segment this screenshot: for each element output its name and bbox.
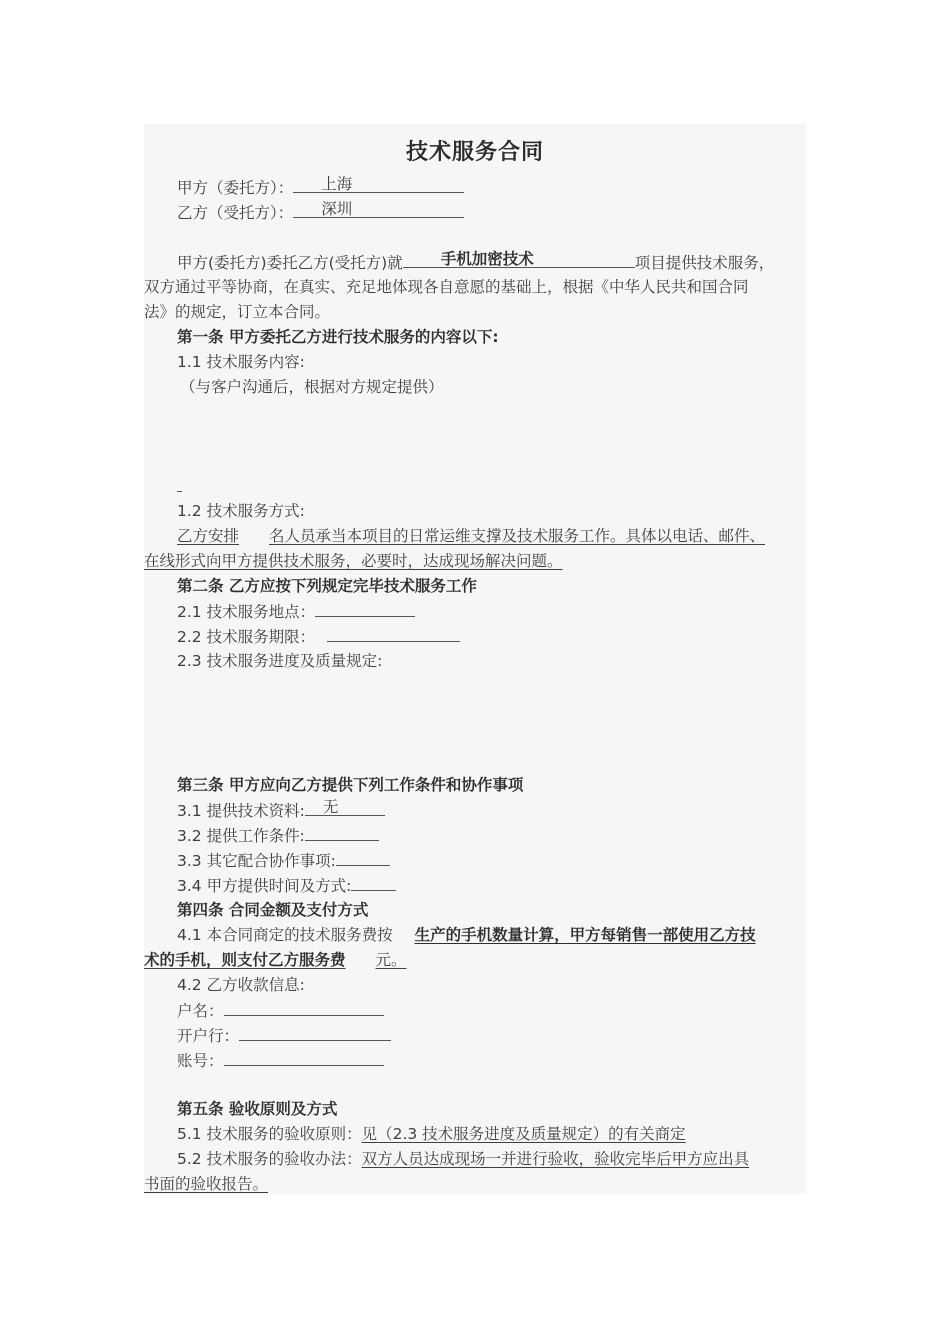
clause-1-2-line-1 xyxy=(177,526,765,546)
service-fee-field xyxy=(346,950,376,970)
tech-materials-value: 无 xyxy=(322,798,339,816)
article-4-heading: 第四条 合同金额及支付方式 xyxy=(177,901,369,919)
party-b-value: 深圳 xyxy=(321,200,353,218)
party-a-field xyxy=(293,177,464,193)
intro-text-1a: 甲方(委托方)委托乙方(受托方)就 xyxy=(177,254,403,272)
clause-5-2-line-2 xyxy=(144,1174,276,1194)
provision-time-field xyxy=(351,875,396,891)
work-conditions-field xyxy=(305,825,379,841)
intro-text-1b: 项目提供技术服务， xyxy=(634,254,775,272)
clause-5-2-value-b: 书面的验收报告。 xyxy=(144,1175,269,1193)
bank-label: 开户行： xyxy=(177,1027,240,1045)
staff-count-field xyxy=(239,526,269,546)
clause-1-2-text-a: 乙方安排 xyxy=(177,527,240,545)
intro-line-2: 双方通过平等协商，在真实、充足地体现各自意愿的基础上，根据《中华人民共和国合同 xyxy=(144,278,749,296)
clause-3-1 xyxy=(177,800,385,821)
project-field xyxy=(403,252,635,268)
party-a-value: 上海 xyxy=(321,175,353,193)
clause-3-2-label: 3.2 提供工作条件: xyxy=(177,827,305,845)
clause-4-1-terms xyxy=(393,926,756,944)
account-name-field xyxy=(224,1000,384,1016)
clause-5-2-label: 5.2 技术服务的验收办法： xyxy=(177,1150,362,1168)
clause-3-3-label: 3.3 其它配合协作事项: xyxy=(177,852,336,870)
party-b-line xyxy=(177,202,464,223)
clause-3-3 xyxy=(177,850,390,871)
bank-field xyxy=(239,1025,391,1041)
clause-2-2-label: 2.2 技术服务期限： xyxy=(177,628,316,646)
account-no-line xyxy=(177,1050,384,1071)
clause-4-1-line-2 xyxy=(144,950,413,970)
other-cooperation-field xyxy=(336,850,390,866)
tech-materials-field xyxy=(305,800,385,816)
clause-3-4-label: 3.4 甲方提供时间及方式: xyxy=(177,877,352,895)
clause-4-2: 4.2 乙方收款信息: xyxy=(177,976,305,994)
party-b-label: 乙方（受托方）： xyxy=(177,204,294,222)
party-a-line xyxy=(177,177,464,198)
clause-1-2-text-c: 在线形式向甲方提供技术服务，必要时，达成现场解决问题。 xyxy=(144,552,563,570)
account-name-line xyxy=(177,1000,384,1021)
intro-line-1 xyxy=(177,252,774,273)
clause-1-1: 1.1 技术服务内容: xyxy=(177,353,305,371)
clause-4-1-text-d: 元。 xyxy=(375,951,407,969)
party-a-label: 甲方（委托方）： xyxy=(177,179,294,197)
account-no-field xyxy=(224,1050,384,1066)
clause-5-2-value-a: 双方人员达成现场一并进行验收，验收完毕后甲方应出具 xyxy=(361,1150,750,1168)
article-3-heading: 第三条 甲方应向乙方提供下列工作条件和协作事项 xyxy=(177,776,524,794)
clause-4-1-line-1 xyxy=(177,925,756,945)
account-name-label: 户名： xyxy=(177,1002,224,1020)
intro-line-3: 法》的规定，订立本合同。 xyxy=(144,303,331,321)
clause-3-2 xyxy=(177,825,379,846)
clause-2-1 xyxy=(177,601,415,622)
clause-1-2-text-b: 名人员承当本项目的日常运维支撑及技术服务工作。具体以电话、邮件、 xyxy=(269,527,766,545)
clause-5-1-label: 5.1 技术服务的验收原则： xyxy=(177,1125,362,1143)
clause-1-2-line-2 xyxy=(144,551,571,571)
clause-4-1-text-b: 生产的手机数量计算，甲方每销售一部使用乙方技 xyxy=(414,926,756,944)
clause-4-1-text-a: 4.1 本合同商定的技术服务费按 xyxy=(177,926,393,944)
project-value: 手机加密技术 xyxy=(440,250,534,268)
clause-3-4 xyxy=(177,875,396,896)
account-no-label: 账号： xyxy=(177,1052,224,1070)
clause-5-1 xyxy=(177,1124,686,1144)
stray-mark xyxy=(177,491,182,492)
clause-2-1-label: 2.1 技术服务地点： xyxy=(177,603,316,621)
clause-3-1-label: 3.1 提供技术资料: xyxy=(177,802,305,820)
clause-2-2 xyxy=(177,626,460,647)
clause-5-2-line-1 xyxy=(177,1149,749,1169)
clause-1-2: 1.2 技术服务方式: xyxy=(177,502,305,520)
clause-5-1-value: 见（2.3 技术服务进度及质量规定）的有关商定 xyxy=(361,1125,686,1143)
article-5-heading: 第五条 验收原则及方式 xyxy=(177,1100,338,1118)
service-period-field xyxy=(327,626,460,642)
clause-2-3: 2.3 技术服务进度及质量规定: xyxy=(177,652,383,670)
party-b-field xyxy=(293,202,464,218)
bank-line xyxy=(177,1025,391,1046)
service-location-field xyxy=(315,601,415,617)
article-2-heading: 第二条 乙方应按下列规定完毕技术服务工作 xyxy=(177,577,477,595)
clause-4-1-text-c: 术的手机，则支付乙方服务费 xyxy=(144,951,346,969)
clause-1-1-note: （与客户沟通后，根据对方规定提供） xyxy=(180,378,444,396)
document-title: 技术服务合同 xyxy=(405,140,544,165)
article-1-heading: 第一条 甲方委托乙方进行技术服务的内容以下: xyxy=(177,328,499,346)
